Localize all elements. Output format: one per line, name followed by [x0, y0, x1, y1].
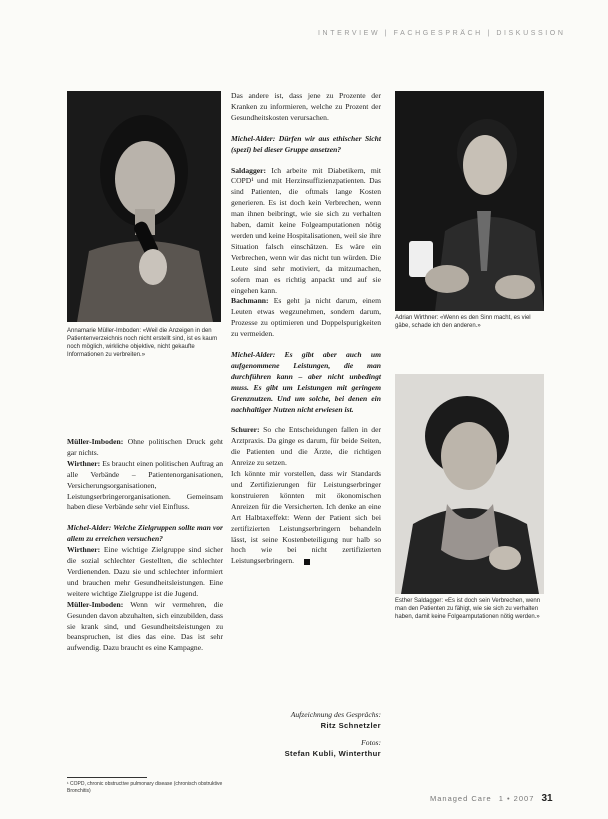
answer-text: Wenn wir vermehren, die Gesunden davon abzuhalten, sich einzubilden, dass sie krank sind, und Gesundheitsleistungen zu beanspruchen, ist dies das eine. Das ist sehr aufwendig. Dazu braucht es eine Kampagne. — [67, 599, 223, 653]
left-column — [67, 437, 223, 664]
footnote-rule — [67, 777, 147, 778]
photo-mueller-imboden-image — [67, 91, 221, 322]
answer-text: So che Entscheidungen fallen in der Arztpraxis. Da ginge es darum, für beide Seiten, die Patienten und die Ärzte, die richtigen Anreize zu setzen. — [231, 425, 381, 468]
photo-label: Fotos: — [361, 738, 381, 747]
interviewer-question — [231, 134, 381, 156]
caption-right-bottom-photo: Esther Saldagger: «Es ist doch sein Verbrechen, wenn man den Patienten zu fähigt, wie sie sich zu verhalten haben, damit keine Folgeamputationen nötig werden.» — [395, 598, 541, 620]
caption-right-top-photo: Adrian Wirthner: «Wenn es den Sinn macht, es viel gäbe, schade ich den anderen.» — [395, 315, 531, 329]
speaker-name: Müller-Imboden: — [67, 437, 124, 446]
speaker-answer — [231, 469, 381, 567]
photo-wirthner-image — [395, 91, 544, 311]
paragraph — [231, 91, 381, 124]
speaker-answer — [231, 166, 381, 297]
speaker-answer — [67, 600, 223, 655]
page-number: 31 — [541, 793, 553, 804]
photo-wirthner — [395, 91, 544, 311]
answer-text: Ich arbeite mit Diabetikern, mit COPD¹ und mit Herzinsuffizienzpatienten. Das sind Patienten, die oftmals lange Kosten generieren. Es ist doch kein Verbrechen, wenn man ihnen beibringt, wie sie sich zu verhalten haben, damit keine Folgeamputationen nötig werden und keine Hospitalisationen, weil sie ihre Situation falsch einschätzen. Es wäre ein Verbrechen, wenn wir das nicht tun würden. Die Leute sind sehr motiviert, da mitzumachen, sofern man es richtig anpackt und auf sie eingehen kann. — [231, 165, 381, 295]
record-label: Aufzeichnung des Gesprächs: — [290, 710, 381, 719]
speaker-answer — [67, 459, 223, 514]
interviewer-question — [231, 350, 381, 415]
question-text: Michel-Alder: Es gibt aber auch um aufgenommene Leistungen, die man durchführen kann – aber nicht unbedingt muss. Es gibt um Leistungen mit geringem Grenznutzen. Und um solche, bei denen ein nachhaltiger Nutzen nicht erwiesen ist. — [231, 350, 381, 414]
interviewer-question — [67, 523, 223, 545]
speaker-name: Wirthner: — [67, 545, 101, 555]
running-header: INTERVIEW | FACHGESPRÄCH | DISKUSSION — [318, 30, 566, 37]
speaker-name: Müller-Imboden: — [67, 599, 124, 609]
speaker-name: Wirthner: — [67, 458, 101, 468]
photo-saldagger — [395, 374, 544, 594]
speaker-answer — [231, 296, 381, 340]
caption-left-photo: Annamarie Müller-Imboden: «Weil die Anzeigen in den Patientenverzeichnis noch nicht erstellt sind, ist es kaum noch möglich, wirkliche objektive, nicht gekaufte Informationen zu verbreiten.» — [67, 328, 218, 358]
journal-name: Managed Care — [430, 794, 492, 803]
speaker-answer — [231, 425, 381, 469]
record-name: Ritz Schnetzler — [320, 721, 381, 730]
page-footer — [430, 793, 553, 804]
answer-text: Es geht ja nicht darum, einem Leuten etwas wegzunehmen, sondern darum, Prozesse zu optimieren und Doppelspurigkeiten zu vermeiden. — [231, 296, 381, 339]
footnote: ¹ COPD, chronic obstructive pulmonary disease (chronisch obstruktive Bronchitis) — [67, 781, 223, 794]
middle-column — [231, 91, 381, 577]
speaker-answer — [67, 437, 223, 459]
paragraph-text: Das andere ist, dass jene zu Prozente der Kranken zu informieren, welche zu Prozent der Gesundheitskosten verursachen. — [231, 91, 381, 122]
end-of-article-mark — [304, 559, 310, 565]
speaker-name: Bachmann: — [231, 296, 269, 306]
question-text: Michel-Alder: Welche Zielgruppen sollte man vor allem zu erreichen versuchen? — [67, 523, 223, 544]
answer-text: Eine wichtige Zielgruppe sind sicher die sozial schlechter Gestellten, die schlechter Verdienenden. Dazu sie und schlechter informiert und brauchen mehr Gesundheitsleistungen. Eine weitere wichtige Zielgruppe ist die Jugend. — [67, 545, 223, 598]
photo-mueller-imboden — [67, 91, 221, 322]
speaker-name: Schurer: — [231, 425, 260, 435]
answer-text: Ohne politischen Druck geht gar nichts. — [67, 437, 223, 457]
speaker-answer — [67, 545, 223, 600]
photo-name: Stefan Kubli, Winterthur — [284, 749, 381, 758]
photo-saldagger-image — [395, 374, 544, 594]
issue: 1 • 2007 — [498, 794, 535, 803]
answer-text: Ich könnte mir vorstellen, dass wir Standards und Zertifizierungen für Leistungserbringer konstruieren könnten mit ökonomischen Anreizen für die Versicherten. Ich denke an eine Art Halbtaxeffekt: Wenn der Patient sich bei zertifizierten Leistungserbringern behandeln lässt, ist seine Kostenbeteiligung nur halb so hoch wie bei nicht zertifizierten Leistungserbringern. — [231, 469, 381, 566]
speaker-name: Saldagger: — [231, 165, 267, 175]
question-text: Michel-Alder: Dürfen wir aus ethischer Sicht (spezi) bei dieser Gruppe ansetzen? — [231, 133, 381, 154]
answer-text: Es braucht einen politischen Auftrag an alle Verbände – Patientenorganisationen, Versicherungsorganisationen, Leistungserbringerorganisationen. Gemeinsam haben diese Verbände sehr viel Einfluss. — [67, 458, 223, 512]
credits — [231, 709, 381, 759]
